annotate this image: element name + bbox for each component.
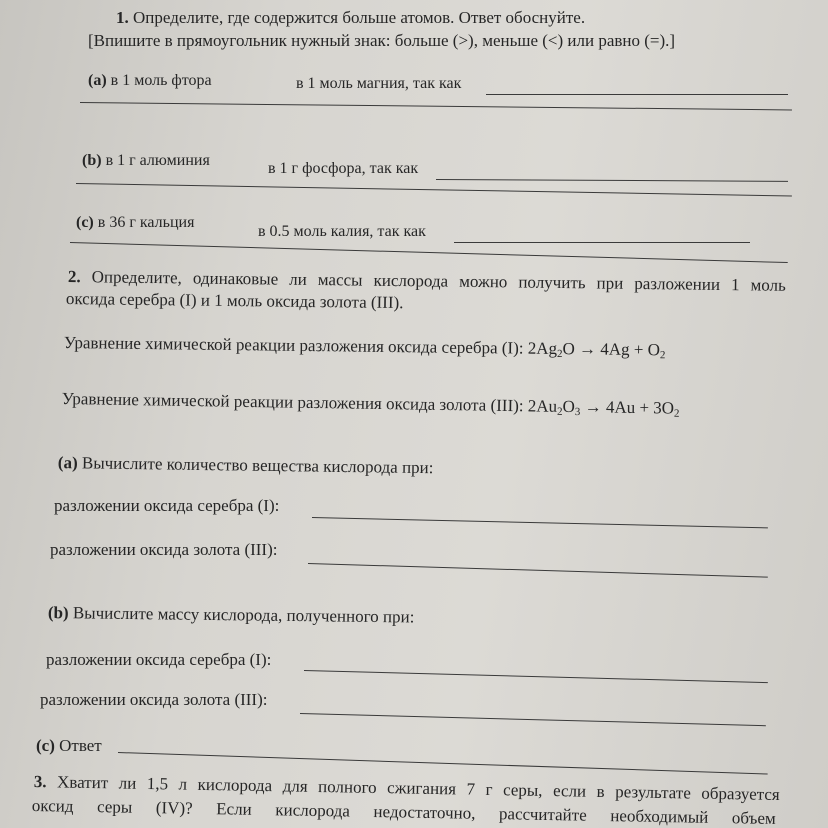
task2b-text: Вычислите массу кислорода, полученного при: [72, 603, 415, 627]
task3-text-1: Хватит ли 1,5 л кислорода для полного сжигания 7 г серы, если в результате образуется [56, 772, 780, 805]
task2a-silver-label: разложении оксида серебра (I): [54, 496, 280, 515]
task2a-silver-answer-line[interactable] [312, 517, 768, 528]
task2-statement-line2: оксида серебра (I) и 1 моль оксида золота (III). [65, 289, 404, 313]
task1b-left [82, 151, 210, 171]
task1c-right: в 0.5 моль калия, так как [258, 223, 426, 240]
task2a-heading [58, 453, 434, 478]
task1a-label: (a) [88, 72, 107, 89]
task2c-text: Ответ [59, 736, 102, 755]
task1a-answer-line-2[interactable] [80, 102, 792, 110]
task2b-silver-label: разложении оксида серебра (I): [46, 650, 272, 669]
task1-title [116, 8, 585, 28]
task1b-answer-line[interactable] [436, 179, 788, 182]
task2b-silver-answer-line[interactable] [304, 670, 768, 683]
task2-number: 2. [67, 267, 81, 287]
task1b-label: (b) [82, 152, 102, 169]
task1c-left [76, 213, 194, 233]
task2b-heading [48, 603, 415, 627]
task1-number: 1. [116, 8, 129, 27]
task3-statement-line2: оксид серы (IV)? Если кислорода недостаточно, рассчитайте необходимый объем [31, 796, 776, 828]
task1c-left-text: в 36 г кальция [97, 214, 195, 231]
task1b-answer-line-2[interactable] [76, 183, 792, 196]
task2-statement-text-1: Определите, одинаковые ли массы кислорода можно получить при разложении 1 моль [91, 267, 786, 295]
task2-equation-silver: Уравнение химической реакции разложения оксида серебра (I): $2Ag_2O \to 4Ag + O_2$ [63, 333, 666, 362]
task2c-label: (c) [36, 736, 55, 755]
task2-equation-gold: Уравнение химической реакции разложения оксида золота (III): $2Au_2O_3 \to 4Au + 3O_2$ [61, 389, 680, 420]
task1b-left-text: в 1 г алюминия [105, 152, 210, 169]
task2a-text: Вычислите количество вещества кислорода при: [81, 453, 434, 478]
eq1-label: Уравнение химической реакции разложения оксида серебра (I): [63, 333, 524, 358]
task3-number: 3. [33, 772, 47, 792]
eq2-label: Уравнение химической реакции разложения оксида золота (III): [61, 389, 524, 416]
task2c-answer [36, 736, 102, 756]
task1-instruction: [Впишите в прямоугольник нужный знак: больше (>), меньше (<) или равно (=).] [88, 31, 676, 50]
task1c-answer-line[interactable] [454, 242, 750, 243]
task2b-label: (b) [47, 603, 69, 623]
task1c-answer-line-2[interactable] [70, 242, 788, 263]
task1c-label: (c) [76, 214, 94, 231]
task1-title-text: Определите, где содержится больше атомов. Ответ обоснуйте. [133, 8, 586, 27]
task2b-gold-answer-line[interactable] [300, 713, 766, 726]
task1a-left [88, 71, 212, 91]
task2b-gold-label: разложении оксида золота (III): [40, 690, 268, 709]
task1a-answer-line[interactable] [486, 94, 788, 95]
task2c-answer-line[interactable] [118, 752, 768, 775]
task1a-left-text: в 1 моль фтора [110, 72, 212, 89]
task1a-right: в 1 моль магния, так как [296, 75, 462, 92]
task2a-gold-label: разложении оксида золота (III): [50, 540, 278, 559]
task2a-label: (a) [57, 453, 78, 473]
task2a-gold-answer-line[interactable] [308, 563, 768, 578]
task1b-right: в 1 г фосфора, так как [268, 160, 419, 177]
